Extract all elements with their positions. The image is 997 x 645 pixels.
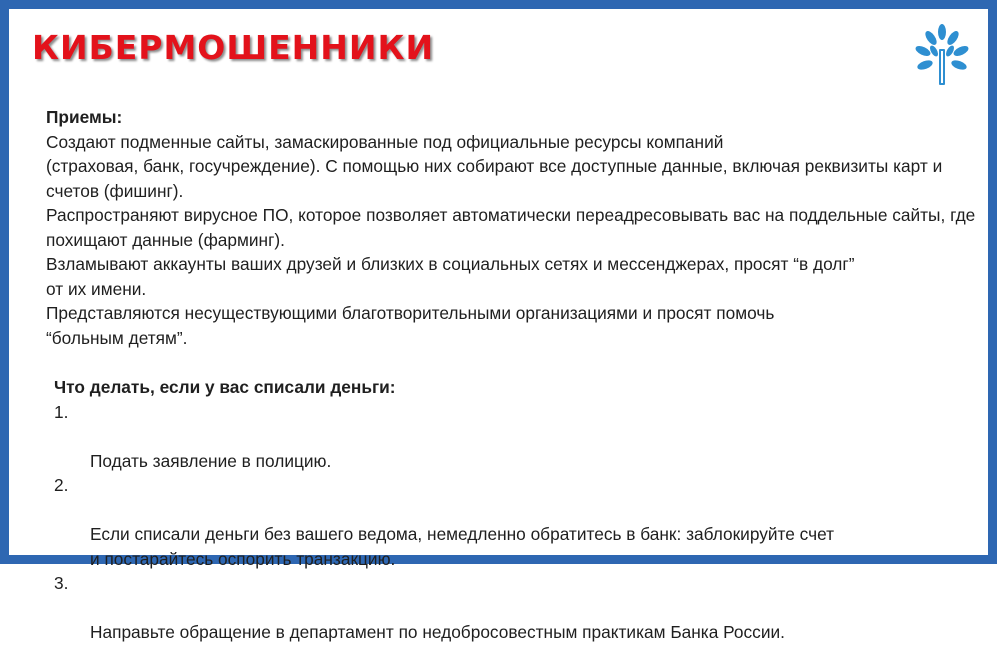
list-item-text: Если списали деньги без вашего ведома, немедленно обратитесь в банк: заблокируйте счет и постарайтесь оспорить транзакцию. [90, 524, 835, 569]
list-item-number: 2. [54, 475, 69, 495]
slide-content [46, 105, 976, 645]
list-item-text: Направьте обращение в департамент по недобросовестным практикам Банка России. [90, 622, 785, 642]
technique-pharming: Распространяют вирусное ПО, которое позволяет автоматически переадресовывать вас на поддельные сайты, где похищают данные (фарминг). [46, 205, 976, 250]
list-item-text: Подать заявление в полицию. [90, 450, 332, 471]
list-item-number: 3. [54, 573, 69, 593]
list-item [46, 571, 976, 645]
list-item-number: 1. [54, 401, 69, 422]
page-title: КИБЕРМОШЕННИКИ [32, 28, 435, 67]
techniques-heading: Приемы: [46, 107, 123, 127]
technique-account-hijack: Взламывают аккаунты ваших друзей и близких в социальных сетях и мессенджерах, просят “в долг” от их имени. [46, 254, 855, 299]
technique-phishing: Создают подменные сайты, замаскированные под официальные ресурсы компаний (страховая, банк, госучреждение). С помощью них собирают все доступные данные, включая реквизиты карт и счетов (фишинг). [46, 131, 943, 201]
actions-list [46, 400, 976, 645]
technique-fake-charity: Представляются несуществующими благотворительными организациями и просят помочь “больным детям”. [46, 303, 775, 348]
actions-heading: Что делать, если у вас списали деньги: [54, 377, 396, 397]
list-item [46, 473, 976, 571]
bank-of-russia-logo-icon [912, 21, 972, 87]
list-item [46, 400, 976, 474]
